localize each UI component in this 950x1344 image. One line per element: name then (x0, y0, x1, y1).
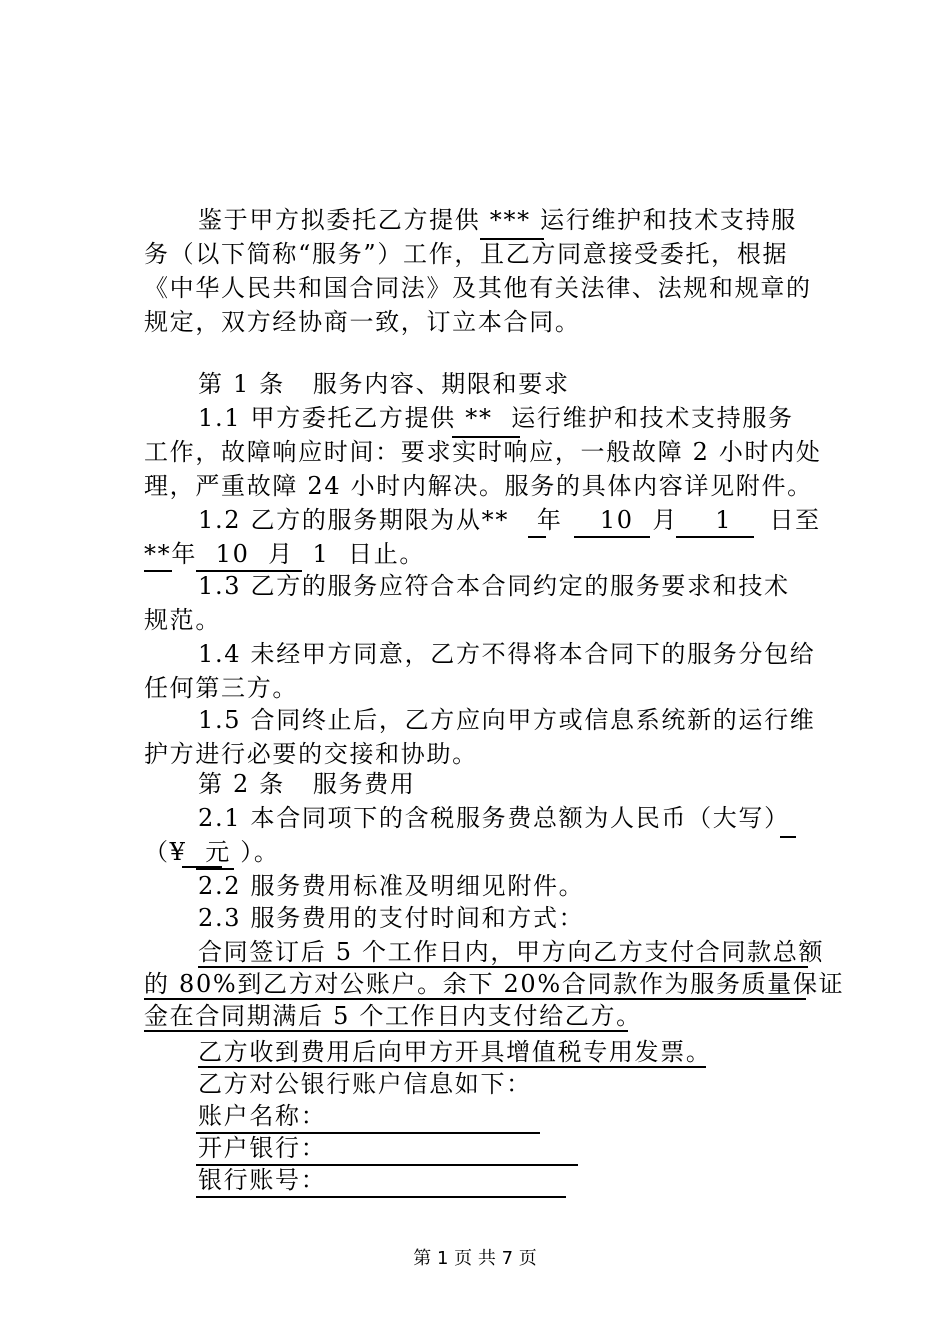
end-year-rule (144, 570, 172, 572)
page-footer: 第 1 页 共 7 页 (413, 1248, 537, 1269)
payment-rule-2 (144, 998, 806, 1000)
bank-name-label: 开户银行： (198, 1134, 327, 1162)
preamble-line-4: 规定，双方经协商一致，订立本合同。 (144, 308, 581, 336)
clause-2-1-line-2: （¥ 元 ）。 (144, 838, 280, 866)
clause-1-4-line-1: 1.4 未经甲方同意，乙方不得将本合同下的服务分包给 (198, 640, 816, 668)
service-name-rule (452, 436, 520, 438)
clause-2-2: 2.2 服务费用标准及明细见附件。 (198, 872, 585, 900)
payment-line-3: 金在合同期满后 5 个工作日内支付给乙方。 (144, 1002, 642, 1030)
clause-1-2-line-2: **年 10 月 1 日止。 (144, 540, 426, 568)
payment-rule-3 (144, 1030, 628, 1032)
account-name-label: 账户名称： (198, 1102, 327, 1130)
clause-1-3-line-2: 规范。 (144, 606, 222, 634)
clause-2-1-line-1: 2.1 本合同项下的含税服务费总额为人民币（大写） (198, 804, 790, 832)
preamble-line-2: 务（以下简称“服务”）工作，且乙方同意接受委托，根据 (144, 240, 789, 268)
bank-info-heading: 乙方对公银行账户信息如下： (198, 1070, 532, 1098)
amount-words-rule (780, 836, 796, 838)
clause-1-1-line-3: 理，严重故障 24 小时内解决。服务的具体内容详见附件。 (144, 472, 813, 500)
start-year-rule (528, 536, 546, 538)
clause-2-2-rule (196, 868, 234, 870)
payment-line-2: 的 80%到乙方对公账户。余下 20%合同款作为服务质量保证 (144, 970, 845, 998)
bank-name-rule (196, 1164, 578, 1166)
account-number-label: 银行账号： (198, 1166, 327, 1194)
article-1-heading: 第 1 条 服务内容、期限和要求 (198, 370, 570, 398)
article-2-heading: 第 2 条 服务费用 (198, 770, 416, 798)
clause-1-5-line-2: 护方进行必要的交接和协助。 (144, 740, 478, 768)
clause-2-3: 2.3 服务费用的支付时间和方式： (198, 904, 585, 932)
account-name-rule (196, 1132, 540, 1134)
preamble-rule (480, 238, 544, 240)
clause-1-1-line-1: 1.1 甲方委托乙方提供 ** 运行维护和技术支持服务 (198, 404, 794, 432)
clause-1-3-line-1: 1.3 乙方的服务应符合本合同约定的服务要求和技术 (198, 572, 790, 600)
preamble-line-3: 《中华人民共和国合同法》及其他有关法律、法规和规章的 (144, 274, 812, 302)
account-number-rule (196, 1196, 566, 1198)
clause-1-3-rule (196, 570, 296, 572)
preamble-line-1: 鉴于甲方拟委托乙方提供 *** 运行维护和技术支持服 (198, 206, 797, 234)
payment-line-1: 合同签订后 5 个工作日内，甲方向乙方支付合同款总额 (198, 938, 825, 966)
payment-rule-1 (198, 966, 808, 968)
invoice-rule (198, 1066, 706, 1068)
invoice-line: 乙方收到费用后向甲方开具增值税专用发票。 (198, 1038, 712, 1066)
start-month-rule (574, 536, 650, 538)
clause-1-2-line-1: 1.2 乙方的服务期限为从** 年 10 月 1 日至 (198, 506, 821, 534)
clause-1-4-line-2: 任何第三方。 (144, 674, 299, 702)
clause-1-5-line-1: 1.5 合同终止后，乙方应向甲方或信息系统新的运行维 (198, 706, 816, 734)
start-day-rule (676, 536, 754, 538)
clause-1-1-line-2: 工作，故障响应时间：要求实时响应，一般故障 2 小时内处 (144, 438, 822, 466)
